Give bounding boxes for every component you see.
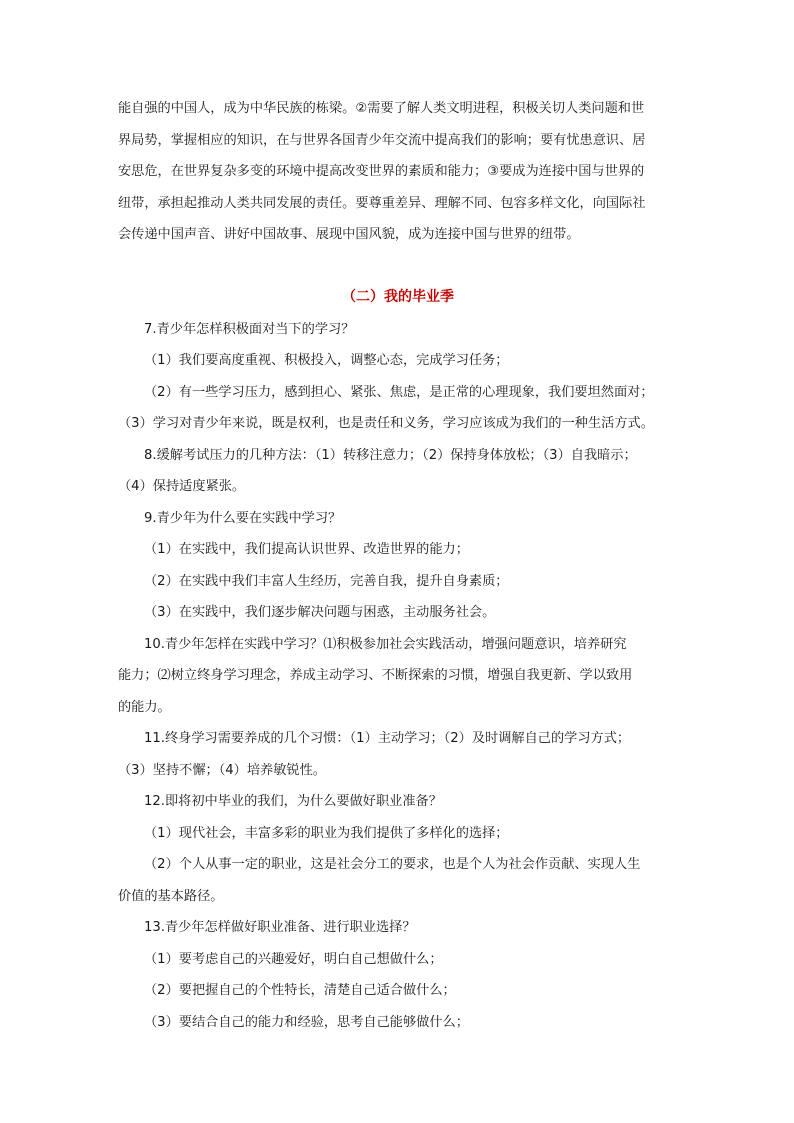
item-list: [118, 314, 678, 1039]
list-item: （1）我们要高度重视、积极投入，调整心态，完成学习任务；: [144, 353, 509, 368]
spacer: [118, 251, 678, 283]
document-page: [118, 93, 678, 1038]
list-item: （2）个人从事一定的职业，这是社会分工的要求，也是个人为社会作贡献、实现人生: [144, 857, 641, 872]
list-item: 10.青少年怎样在实践中学习？⑴积极参加社会实践活动，增强问题意识，培养研究: [144, 636, 627, 652]
list-item: 价值的基本路径。: [118, 888, 224, 904]
list-item: （1）要考虑自己的兴趣爱好，明白自己想做什么；: [144, 951, 443, 967]
text-line: 能自强的中国人，成为中华民族的栋梁。②需要了解人类文明进程，积极关切人类问题和世: [118, 101, 645, 116]
text-line: 安思危，在世界复杂多变的环境中提高改变世界的素质和能力；③要成为连接中国与世界的: [118, 164, 645, 179]
list-item: （2）要把握自己的个性特长，清楚自己适合做什么；: [144, 983, 456, 998]
list-item: （2）在实践中我们丰富人生经历，完善自我，提升自身素质；: [144, 573, 509, 589]
section-title: （二）我的毕业季: [342, 289, 454, 305]
list-item: （3）学习对青少年来说，既是权利，也是责任和义务，学习应该成为我们的一种生活方式。: [118, 416, 654, 431]
list-item: 11.终身学习需要养成的几个习惯：（1）主动学习；（2）及时调解自己的学习方式；: [144, 731, 631, 746]
list-item: （1）现代社会，丰富多彩的职业为我们提供了多样化的选择；: [144, 825, 509, 841]
list-item: 的能力。: [118, 699, 171, 715]
text-line: 界局势，掌握相应的知识，在与世界各国青少年交流中提高我们的影响；要有忧患意识、居: [118, 132, 646, 148]
list-item: 12.即将初中毕业的我们，为什么要做好职业准备？: [144, 794, 442, 809]
list-item: （1）在实践中，我们提高认识世界、改造世界的能力；: [144, 542, 469, 557]
list-item: 7.青少年怎样积极面对当下的学习？: [144, 321, 355, 337]
list-item: 13.青少年怎样做好职业准备、进行职业选择？: [144, 920, 416, 935]
text-line: 纽带，承担起推动人类共同发展的责任。要尊重差异、理解不同、包容多样文化，向国际社: [118, 195, 646, 211]
intro-paragraph: [118, 93, 678, 251]
list-item: （2）有一些学习压力，感到担心、紧张、焦虑，是正常的心理现象，我们要坦然面对；: [144, 384, 654, 400]
text-line: 会传递中国声音、讲好中国故事、展现中国风貌，成为连接中国与世界的纽带。: [118, 227, 580, 242]
list-item: 能力；⑵树立终身学习理念，养成主动学习、不断探索的习惯，增强自我更新、学以致用: [118, 668, 633, 683]
list-item: （4）保持适度紧张。: [118, 479, 246, 494]
list-item: （3）坚持不懈；（4）培养敏锐性。: [118, 762, 326, 778]
list-item: （3）要结合自己的能力和经验，思考自己能够做什么；: [144, 1014, 469, 1030]
list-item: 9.青少年为什么要在实践中学习？: [144, 510, 342, 526]
list-item: （3）在实践中，我们逐步解决问题与困惑，主动服务社会。: [144, 605, 496, 620]
list-item: 8.缓解考试压力的几种方法：（1）转移注意力；（2）保持身体放松；（3）自我暗示；: [144, 447, 637, 463]
